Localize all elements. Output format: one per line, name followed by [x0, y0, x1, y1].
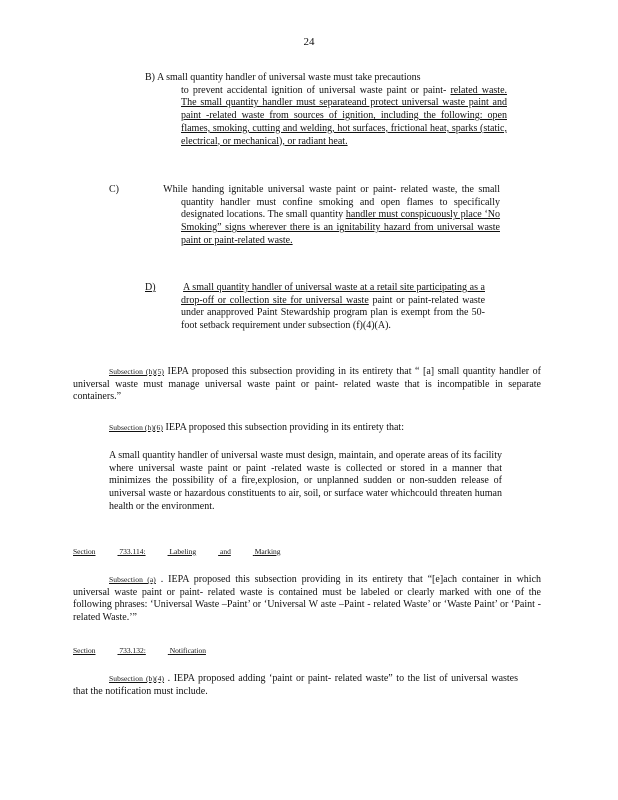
item-c-label: C) — [109, 184, 119, 195]
item-b-body — [145, 85, 507, 149]
section-733-132-part: Section — [73, 646, 96, 655]
subsection-h5-label: Subsection (h)(5) — [109, 367, 165, 376]
para-subsection-a — [73, 574, 541, 625]
para-subsection-b4 — [73, 673, 518, 698]
item-b-label: B) — [145, 72, 155, 83]
para-subsection-h6 — [73, 422, 541, 435]
section-733-132-heading — [73, 646, 228, 655]
section-733-114-part: 733.114: — [119, 547, 146, 556]
section-733-132-part: Notification — [169, 646, 206, 655]
subsection-h6-label: Subsection (h)(6) — [109, 423, 163, 432]
subsection-b4-label: Subsection (b)(4) — [109, 674, 165, 683]
subsection-a-label: Subsection (a) — [109, 575, 156, 584]
item-b-line2: to prevent accidental ignition of universal waste paint or paint- — [181, 84, 447, 96]
quote-h6: A small quantity handler of universal waste must design, maintain, and operate areas of its facility where universal waste paint or paint -related waste is collected or stored in a manner that minimizes the possibility of a fire,explosion, or unplanned sudden or non-sudden release of universal waste or hazardous constituents to air, soil, or surface water whichcould threaten human health or the environment. — [109, 450, 502, 512]
item-d-underlined: A small quantity handler of universal waste at a retail site participating as a drop-off or collection site for universal waste — [181, 282, 485, 306]
section-733-114-heading — [73, 547, 303, 556]
item-c-body — [109, 184, 501, 248]
item-d — [145, 282, 485, 333]
item-d-text: paint or paint-related waste under anapproved Paint Stewardship program plan is exempt from the 50-foot setback requirement under subsection (f)(4)(A). — [181, 294, 486, 332]
para-subsection-h5 — [73, 366, 541, 404]
item-c-underlined: handler must conspicuously place ‘No Smoking” signs wherever there is an ignitability hazard from universal waste paint or paint-related waste. — [181, 209, 501, 246]
item-b-first-text: A small quantity handler of universal waste must take precautions — [156, 72, 421, 83]
item-c — [109, 184, 501, 248]
item-b — [145, 72, 507, 148]
page-number: 24 — [303, 36, 315, 48]
subsection-a-text: . IEPA proposed this subsection providing in its entirety that “[e]ach container in which universal waste paint or paint- related waste is contained must be labeled or clearly marked with one of the following phrases: ‘Universal Waste –Paint’ or ‘Universal W aste –Paint - related Waste’ or ‘Waste Paint’ or ‘Paint - related Waste.’” — [73, 574, 542, 624]
subsection-h5-text: IEPA proposed this subsection providing in its entirety that “ [a] small quantity handler of universal waste must manage universal waste paint or paint- related waste that is incompatible in separate containers.” — [73, 366, 541, 403]
section-733-114-part: Marking — [254, 547, 281, 556]
item-d-body — [145, 282, 485, 333]
section-733-114-part: Labeling — [169, 547, 197, 556]
item-d-label: D) — [145, 282, 156, 293]
subsection-h6-text: IEPA proposed this subsection providing in its entirety that: — [165, 422, 404, 433]
section-733-114-part: and — [219, 547, 231, 556]
section-733-132-part: 733.132: — [119, 646, 146, 655]
subsection-b4-text: . IEPA proposed adding ‘paint or paint- related waste” to the list of universal wastes that the notification must include. — [73, 673, 519, 697]
item-b-underlined: related waste. The small quantity handler must separateand protect universal waste paint and paint -related waste from sources of ignition, including the following: open flames, smoking, cutting and welding, hot surfaces, frictional heat, sparks (static, electrical, or mechanical), or radiant heat. — [181, 84, 508, 147]
section-733-114-part: Section — [73, 547, 96, 556]
item-b-first-line — [145, 72, 507, 85]
item-c-text: While handing ignitable universal waste paint or paint- related waste, the small quantity handler must confine smoking and open flames to specifically designated locations. The small quantity — [163, 184, 500, 221]
